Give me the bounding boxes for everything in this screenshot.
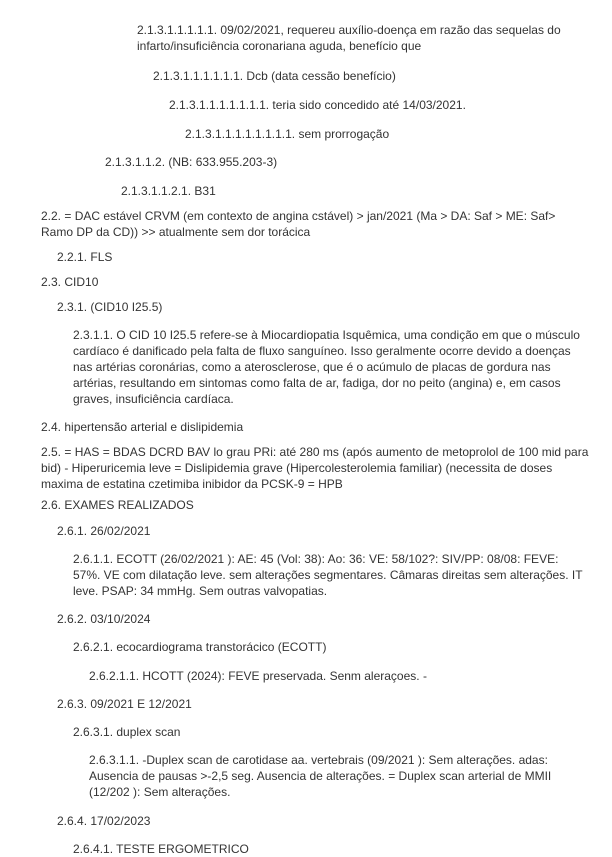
- outline-entry: 2.6.3.1. duplex scan: [73, 725, 181, 739]
- outline-entry: 2.4. hipertensão arterial e dislipidemia: [41, 420, 244, 434]
- outline-entry: 2.1.3.1.1.1.1.1.1.1. teria sido concedido até 14/03/2021.: [169, 98, 466, 112]
- outline-entry: 2.1.3.1.1.1.1.1.1. Dcb (data cessão benefício): [153, 69, 396, 83]
- outline-entry: 2.1.3.1.1.2. (NB: 633.955.203-3): [105, 155, 278, 169]
- outline-entry: 2.6.2.1. ecocardiograma transtorácico (ECOTT): [73, 640, 327, 654]
- outline-entry: 2.6.1.1. ECOTT (26/02/2021 ): AE: 45 (Vol: 38): Ao: 36: VE: 58/102?: SIV/PP: 08/08: FEVE: 57%. VE com dilatação leve. sem alterações segmentares. Câmaras direitas sem alterações. IT leve. PSAP: 34 mmHg. Sem outras valvopatias.: [73, 552, 583, 598]
- outline-entry: 2.5. = HAS = BDAS DCRD BAV lo grau PRi: até 280 ms (após aumento de metoprolol de 100 mid para bid) - Hiperuricemia leve = Dislipidemia grave (Hipercolesterolemia familiar) (necessita de doses maxima de estatina czetimiba inibidor da PCSK-9 = HPB: [41, 445, 589, 491]
- outline-entry: 2.2. = DAC estável CRVM (em contexto de angina cstável) > jan/2021 (Ma > DA: Saf > ME: Saf> Ramo DP da CD)) >> atualmente sem dor torácica: [41, 209, 556, 239]
- outline-entry: 2.6.2. 03/10/2024: [57, 612, 151, 626]
- outline-entry: 2.1.3.1.1.2.1. B31: [121, 184, 216, 198]
- outline-entry: 2.6.4.1. TESTE ERGOMETRICO: [73, 842, 249, 856]
- outline-entry: 2.6.3.1.1. -Duplex scan de carotidase aa. vertebrais (09/2021 ): Sem alterações. adas: Ausencia de pausas >-2,5 seg. Ausencia de alterações. = Duplex scan arterial de MMII (12/202 ): Sem alterações.: [89, 753, 552, 799]
- outline-entry: 2.3.1. (CID10 I25.5): [57, 300, 163, 314]
- outline-entry: 2.3.1.1. O CID 10 I25.5 refere-se à Miocardiopatia Isquêmica, uma condição em que o músculo cardíaco é danificado pela falta de fluxo sanguíneo. Isso geralmente ocorre devido a doenças nas artérias coronárias, como a aterosclerose, que é o acúmulo de placas de gordura nas artérias, resultando em sintomas como falta de ar, fadiga, dor no peito (angina) e, em casos graves, insuficiência cardíaca.: [73, 328, 580, 406]
- outline-entry: 2.2.1. FLS: [57, 250, 113, 264]
- outline-entry: 2.1.3.1.1.1.1.1. 09/02/2021, requereu auxílio-doença em razão das sequelas do infarto/insuficiência coronariana aguda, benefício que: [137, 23, 561, 53]
- outline-entry: 2.3. CID10: [41, 275, 99, 289]
- outline-entry: 2.6. EXAMES REALIZADOS: [41, 498, 194, 512]
- outline-entry: 2.6.1. 26/02/2021: [57, 524, 151, 538]
- outline-entry: 2.6.4. 17/02/2023: [57, 814, 151, 828]
- outline-entry: 2.1.3.1.1.1.1.1.1.1.1. sem prorrogação: [185, 127, 390, 141]
- outline-entry: 2.6.2.1.1. HCOTT (2024): FEVE preservada. Senm aleraçoes. -: [89, 669, 427, 683]
- outline-entry: 2.6.3. 09/2021 E 12/2021: [57, 697, 192, 711]
